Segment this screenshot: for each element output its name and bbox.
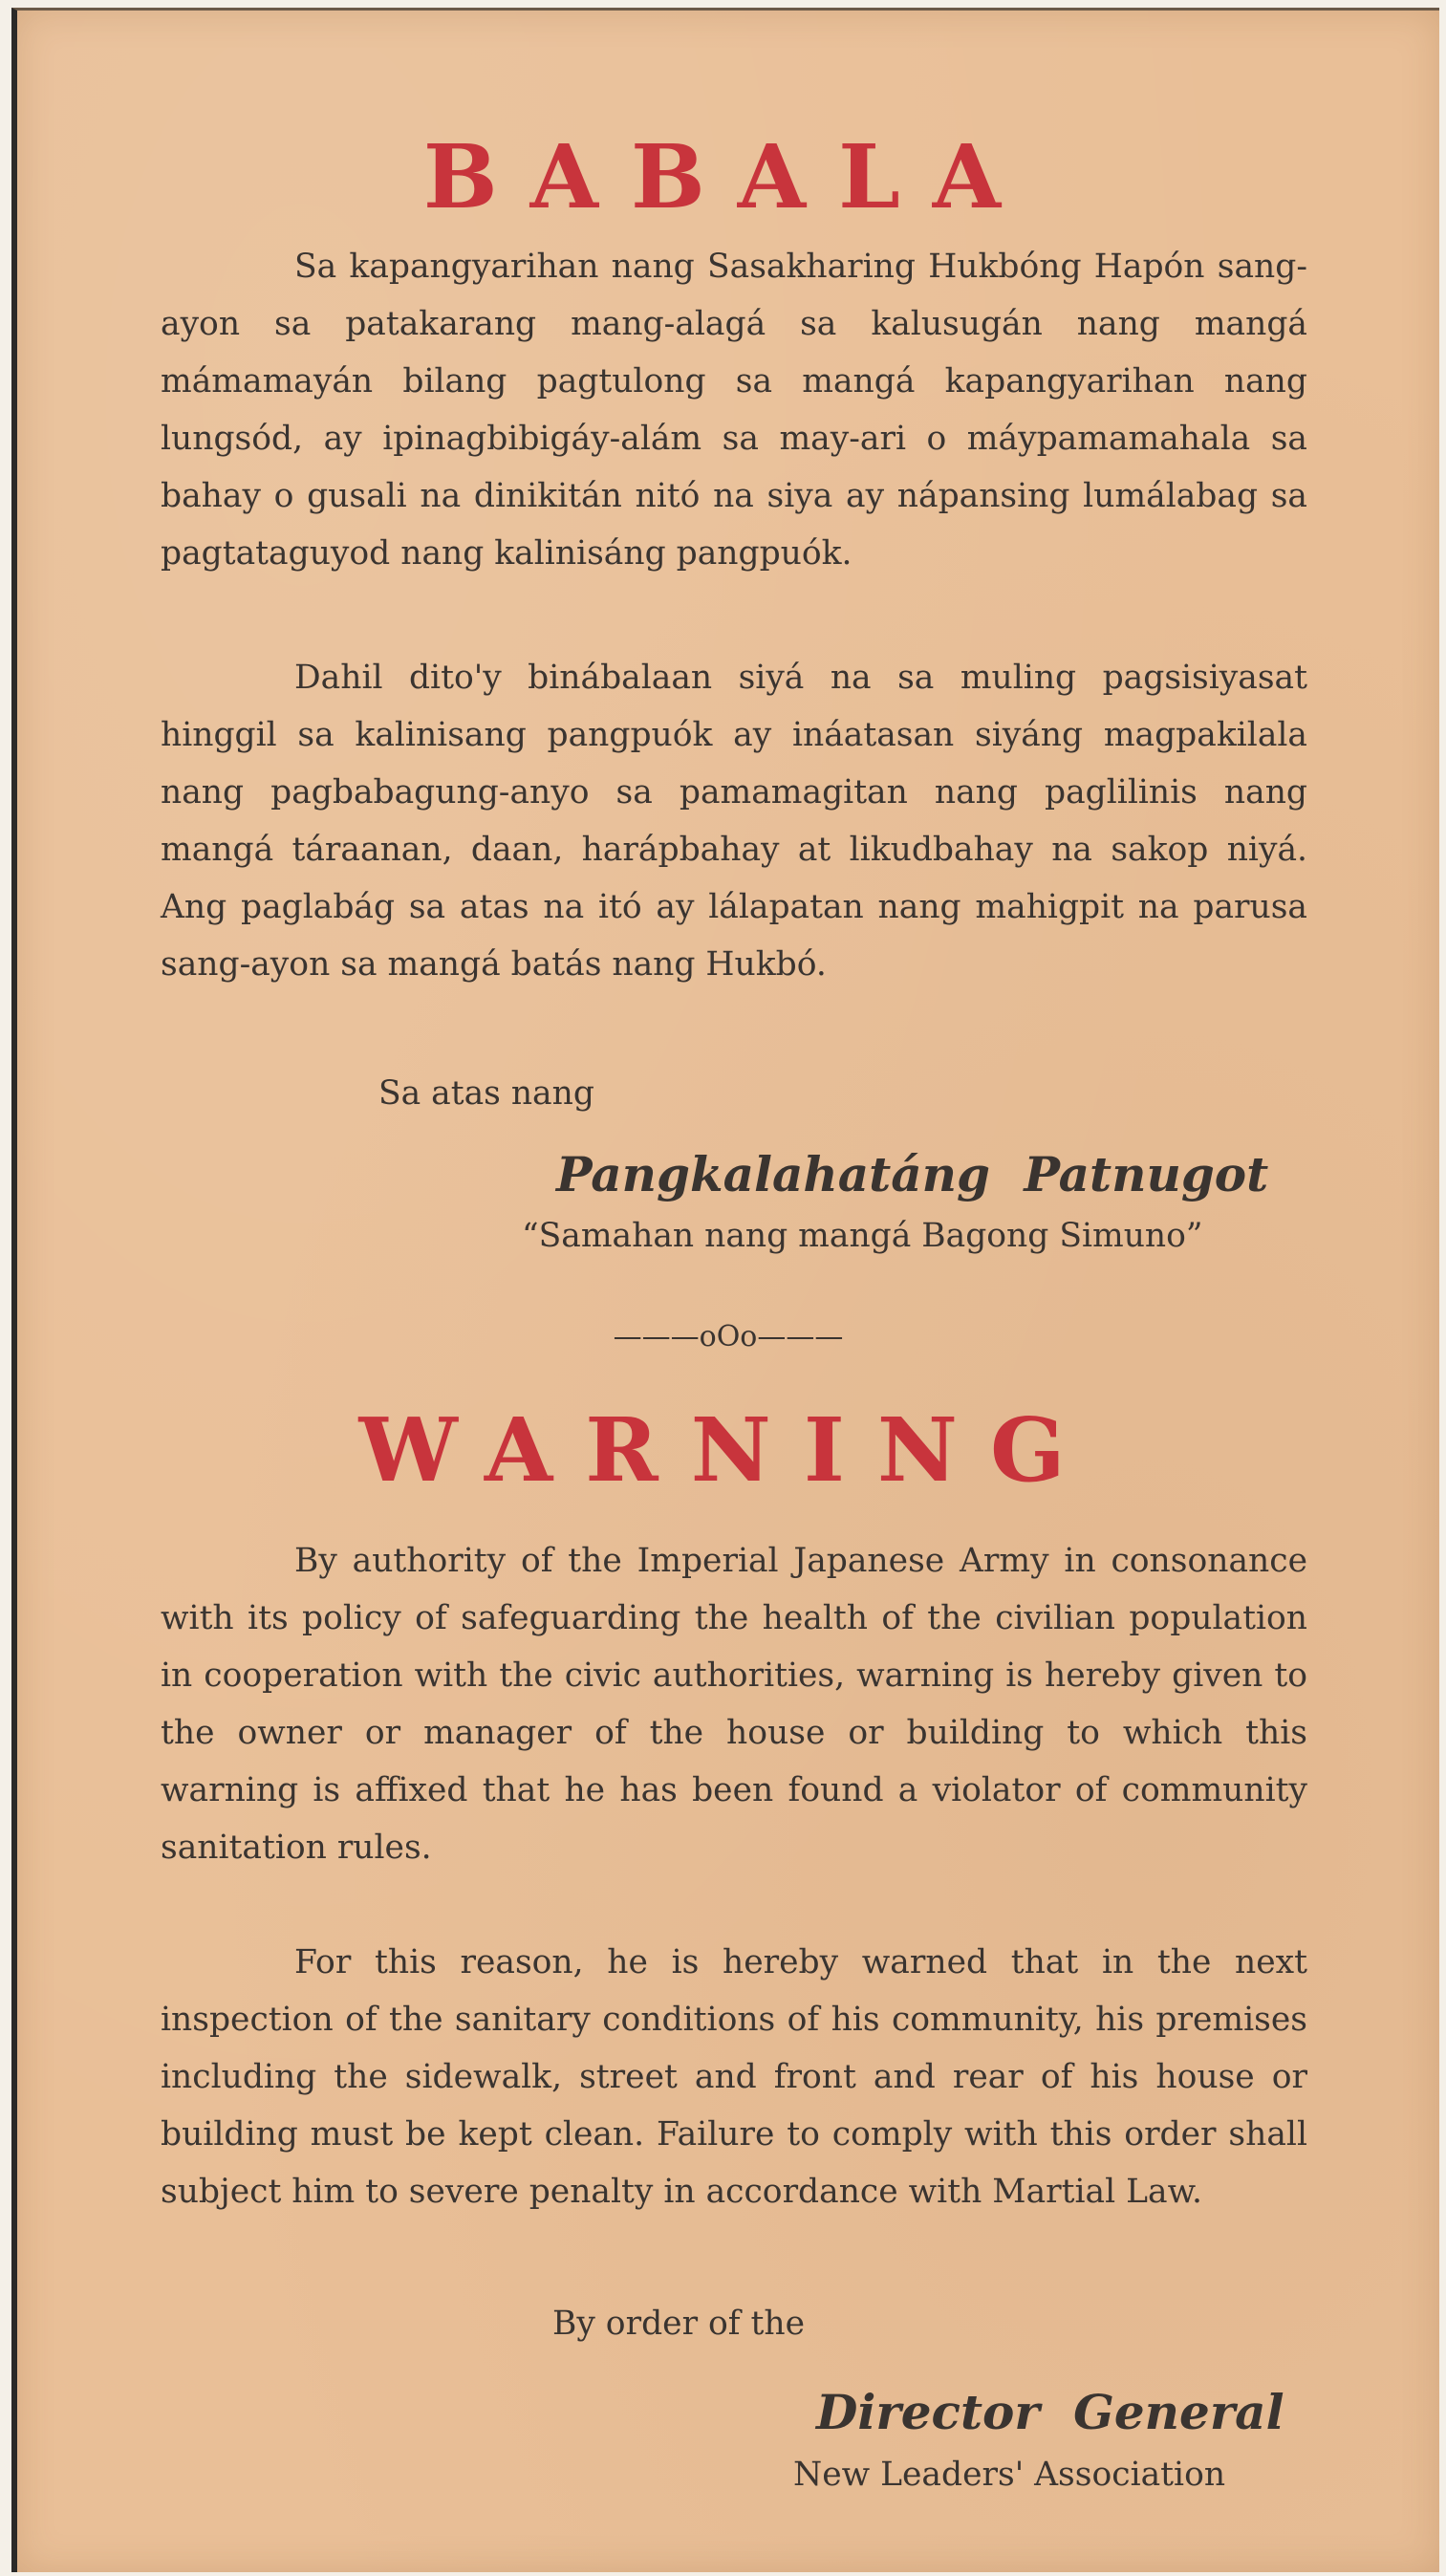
section-divider: ———oOo——— [613,1320,844,1353]
tagalog-paragraph-1: Sa kapangyarihan nang Sasakharing Hukbóng Hapón sang-ayon sa patakarang mang-alagá sa kalusugán nang mangá mámamayán bilang pagtulong sa mangá kapangyarihan nang lungsód, ay ipinagbibigáy-alám sa may-ari o máypamamahala sa bahay o gusali na dinikitán nitó na siya ay nápansing lumálabag sa pagtataguyod nang kalinisáng pangpuók. [161,248,1307,573]
tagalog-organization: “Samahan nang mangá Bagong Simuno” [522,1217,1203,1255]
english-organization: New Leaders' Association [793,2456,1226,2494]
english-title: WARNING [358,1398,1098,1502]
notice-sheet [11,8,1439,2572]
english-paragraph-1: By authority of the Imperial Japanese Army in consonance with its policy of safeguarding the health of the civilian population in cooperation with the civic authorities, warning is hereby given to the owner or manager of the house or building to which this warning is affixed that he has been found a violator of community sanitation rules. [161,1542,1307,1867]
english-order-line: By order of the [552,2305,806,2343]
english-signatory-title: Director General [816,2384,1284,2440]
tagalog-order-line: Sa atas nang [378,1074,594,1113]
english-paragraph-2: For this reason, he is hereby warned that in the next inspection of the sanitary conditions of his community, his premises including the sidewalk, street and front and rear of his house or building must be kept clean. Failure to comply with this order shall subject him to severe penalty in accordance with Martial Law. [161,1943,1307,2211]
tagalog-signatory-title: Pangkalahatáng Patnugot [556,1146,1269,1202]
tagalog-paragraph-2: Dahil dito'y binábalaan siyá na sa muling pagsisiyasat hinggil sa kalinisang pangpuók ay ináatasan siyáng magpakilala nang pagbabagung-anyo sa pamamagitan nang paglilinis nang mangá táraanan, daan, harápbahay at likudbahay na sakop niyá. Ang paglabág sa atas na itó ay lálapatan nang mahigpit na parusa sang-ayon sa mangá batás nang Hukbó. [161,659,1307,984]
tagalog-title: BABALA [422,125,1034,228]
